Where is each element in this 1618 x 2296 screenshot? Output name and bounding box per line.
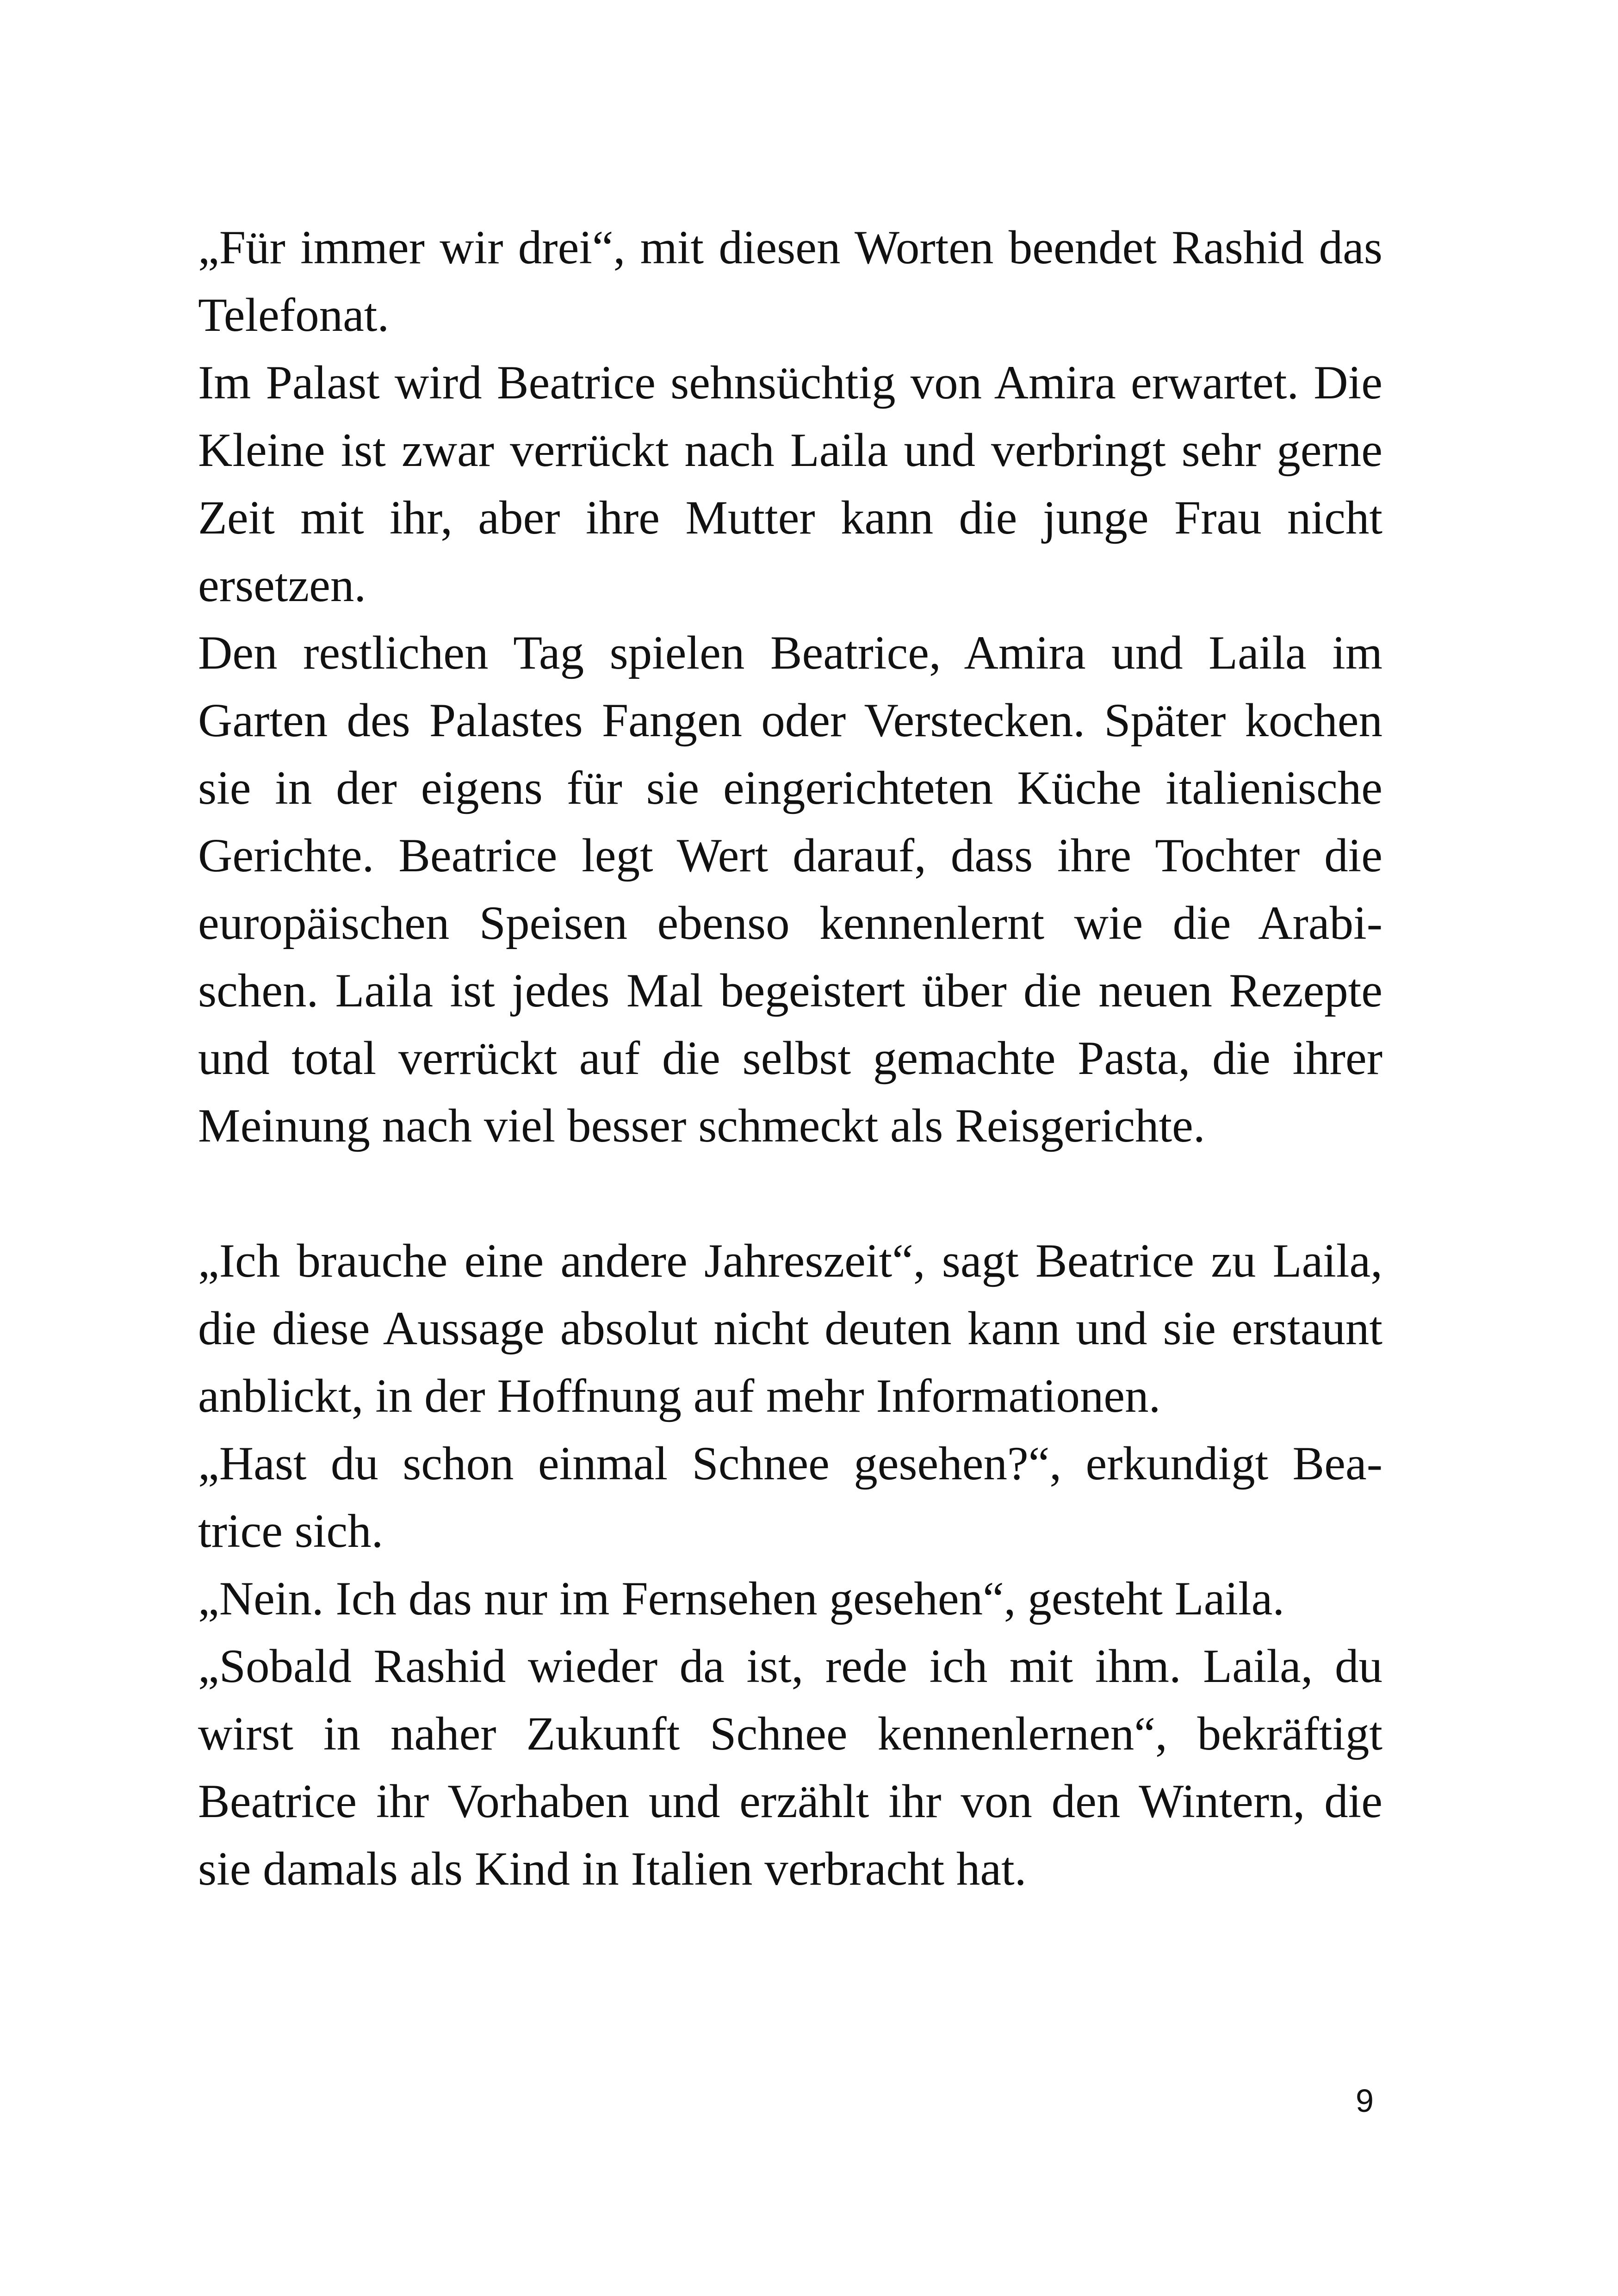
text-line: Im Palast wird Beatrice sehnsüchtig von Amira erwartet. Die	[198, 356, 1382, 409]
paragraph-1	[198, 214, 1382, 349]
text-line: „Für immer wir drei“, mit diesen Worten beendet Rashid das	[198, 221, 1382, 274]
text-line: die diese Aussage absolut nicht deuten kann und sie erstaunt	[198, 1302, 1382, 1355]
text-line: Kleine ist zwar verrückt nach Laila und verbringt sehr gerne	[198, 424, 1382, 477]
paragraph-3	[198, 619, 1382, 1160]
text-line: und total verrückt auf die selbst gemachte Pasta, die ihrer	[198, 1032, 1382, 1085]
text-line: Garten des Palastes Fangen oder Verstecken. Später kochen	[198, 694, 1382, 747]
text-line: „Hast du schon einmal Schnee gesehen?“, erkundigt Bea-	[198, 1437, 1382, 1490]
text-line: anblickt, in der Hoffnung auf mehr Informationen.	[198, 1370, 1161, 1422]
text-line: Zeit mit ihr, aber ihre Mutter kann die junge Frau nicht	[198, 491, 1382, 544]
text-line: sie in der eigens für sie eingerichteten Küche italienische	[198, 762, 1382, 814]
paragraph-4	[198, 1227, 1382, 1430]
text-line: Den restlichen Tag spielen Beatrice, Amira und Laila im	[198, 627, 1382, 679]
text-line: „Nein. Ich das nur im Fernsehen gesehen“, gesteht Laila.	[198, 1572, 1285, 1625]
text-line: europäischen Speisen ebenso kennenlernt wie die Arabi-	[198, 897, 1382, 949]
text-line: schen. Laila ist jedes Mal begeistert über die neuen Rezepte	[198, 964, 1382, 1017]
body-text	[198, 214, 1382, 1903]
text-line: „Ich brauche eine andere Jahreszeit“, sagt Beatrice zu Laila,	[198, 1235, 1382, 1287]
text-line: Telefonat.	[198, 289, 390, 341]
paragraph-5	[198, 1430, 1382, 1565]
text-line: ersetzen.	[198, 559, 366, 612]
text-line: Beatrice ihr Vorhaben und erzählt ihr von den Wintern, die	[198, 1775, 1382, 1828]
text-line: Meinung nach viel besser schmeckt als Reisgerichte.	[198, 1099, 1205, 1152]
paragraph-6	[198, 1565, 1382, 1632]
text-line: „Sobald Rashid wieder da ist, rede ich mit ihm. Laila, du	[198, 1640, 1382, 1693]
text-line: wirst in naher Zukunft Schnee kennenlernen“, bekräftigt	[198, 1707, 1382, 1760]
paragraph-7	[198, 1632, 1382, 1903]
text-line: Gerichte. Beatrice legt Wert darauf, dass ihre Tochter die	[198, 829, 1382, 882]
page-number: 9	[1356, 2083, 1374, 2119]
text-line: sie damals als Kind in Italien verbracht hat.	[198, 1843, 1027, 1895]
paragraph-2	[198, 349, 1382, 619]
text-line: trice sich.	[198, 1505, 384, 1558]
paragraph-gap	[198, 1160, 1382, 1227]
